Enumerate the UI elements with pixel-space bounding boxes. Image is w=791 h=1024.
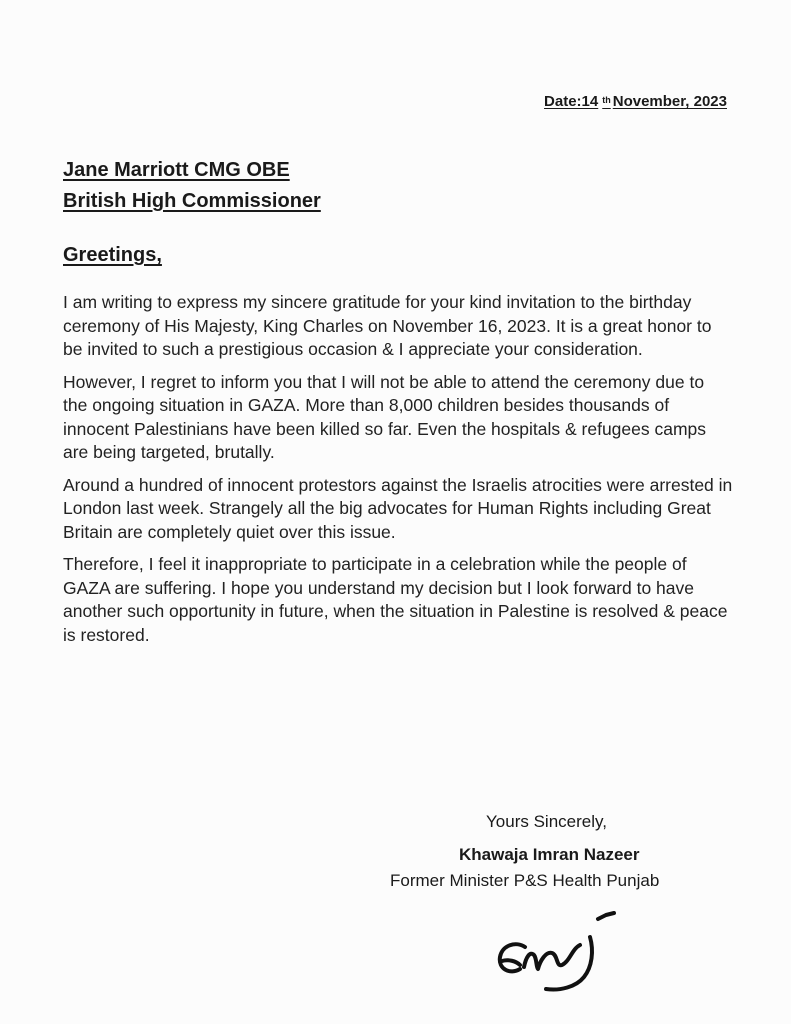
signer-title: Former Minister P&S Health Punjab <box>390 871 660 890</box>
body-paragraph: However, I regret to inform you that I will not be able to attend the ceremony due to the ongoing situation in GAZA. More than 8,000 children besides thousands of innocent Palestinians have been killed so far. Even the hospitals & refugees camps are being targeted, brutally. <box>63 371 707 462</box>
body-paragraph: Around a hundred of innocent protestors against the Israelis atrocities were arrested in London last week. Strangely all the big advocates for Human Rights including Great Britain are completely quiet over this issue. <box>63 474 733 542</box>
closing-salutation: Yours Sincerely, <box>486 812 607 831</box>
date-rest: November, 2023 <box>612 93 727 110</box>
letter-date <box>544 93 727 110</box>
greeting: Greetings, <box>63 244 162 266</box>
recipient-name: Jane Marriott CMG OBE <box>63 159 290 181</box>
body-paragraph: I am writing to express my sincere gratitude for your kind invitation to the birthday ceremony of His Majesty, King Charles on November 16, 2023. It is a great honor to be invited to such a prestigious occasion & I appreciate your consideration. <box>63 292 712 359</box>
recipient-block <box>63 155 321 217</box>
recipient-title: British High Commissioner <box>63 190 321 212</box>
signature-icon <box>480 895 650 1005</box>
body-paragraph: Therefore, I feel it inappropriate to participate in a celebration while the people of GAZA are suffering. I hope you understand my decision but I look forward to have another such opportunity in future, when the situation in Palestine is resolved & peace is restored. <box>63 554 728 645</box>
letter-body <box>63 291 733 656</box>
date-prefix: Date:14 <box>544 93 599 110</box>
date-ordinal-suffix: th <box>602 95 611 105</box>
signer-name: Khawaja Imran Nazeer <box>459 845 640 864</box>
